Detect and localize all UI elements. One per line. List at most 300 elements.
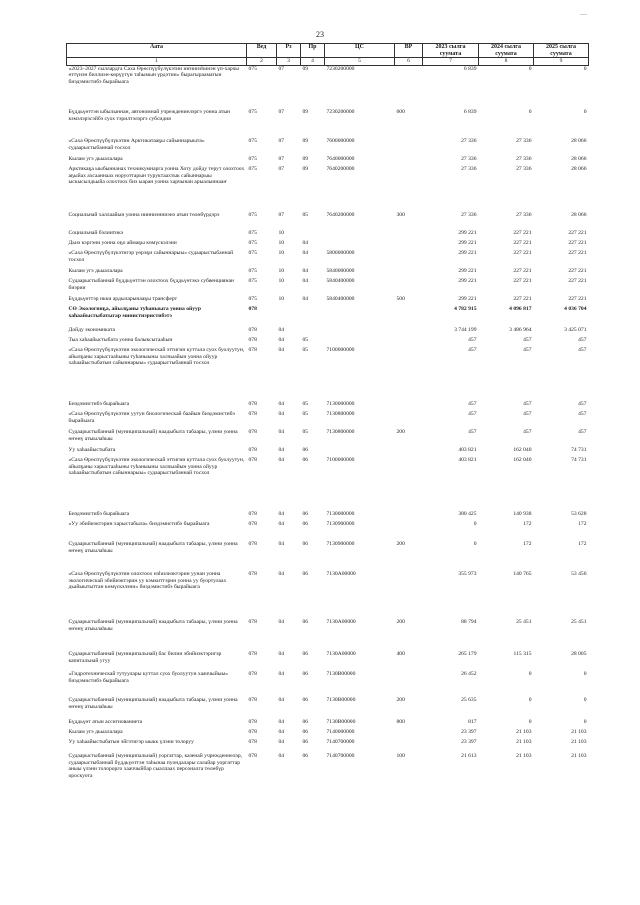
row-amount-2024: 457 [523, 337, 532, 344]
row-cs: 7130000000 [326, 511, 355, 518]
row-cs: 5840000000 [326, 268, 355, 275]
row-pr: 05 [302, 337, 309, 344]
row-amount-2025: 227 221 [568, 240, 587, 247]
row-cs [325, 337, 395, 347]
row-pr: 09 [302, 65, 309, 72]
row-amount-2024: 0 [528, 697, 532, 704]
row-vr [395, 65, 423, 109]
row-pr: 06 [302, 719, 309, 726]
row-amount-2023: 457 [468, 401, 477, 408]
table-row [67, 521, 589, 541]
row-rz: 10 [278, 296, 285, 303]
row-cs: 7130000000 [326, 401, 355, 408]
row-pr: 09 [302, 138, 309, 145]
row-vr [395, 327, 423, 337]
table-row [67, 753, 589, 797]
row-pr [301, 230, 325, 240]
row-rz: 04 [278, 541, 285, 548]
row-amount-2024: 457 [523, 429, 532, 436]
table-row [67, 166, 589, 212]
row-amount-2025: 0 [583, 65, 587, 72]
row-amount-2024: 4 096 817 [509, 306, 532, 313]
row-name: «Саха Өрөспүүбүлүкэтин уутун биологическай баайын биэдэмистибэ бырайыага [68, 411, 235, 424]
row-cs: 7130900000 [326, 541, 355, 548]
row-vr [395, 166, 423, 212]
table-row [67, 306, 589, 327]
row-name: Судаарыстыбаннай (муниципальнай) бас билии эбийиэктэригэр капитальнай угуу [68, 651, 222, 664]
row-name: Судаарыстыбаннай (муниципальнай) наадыбыта табаары, үлэни уонна өҥөнү атыылаһыы [68, 429, 238, 442]
row-name: Судаарыстыбаннай (муниципальнай) наадыбыта табаары, үлэни уонна өҥөнү атыылаһыы [68, 541, 238, 554]
table-row [67, 296, 589, 306]
table-row [67, 429, 589, 447]
table-row [67, 541, 589, 571]
row-amount-2024: 27 336 [516, 156, 532, 163]
row-amount-2024: 140 765 [513, 571, 532, 578]
row-amount-2024: 162 040 [513, 457, 532, 464]
row-pr: 04 [302, 296, 309, 303]
row-vr [395, 230, 423, 240]
table-row [67, 65, 589, 109]
row-amount-2025: 0 [583, 671, 587, 678]
row-ved: 078 [248, 671, 257, 678]
row-rz: 10 [278, 278, 285, 285]
row-vr: 100 [396, 753, 405, 760]
row-rz: 07 [278, 212, 285, 219]
row-rz: 04 [278, 729, 285, 736]
row-amount-2024: 457 [523, 411, 532, 418]
row-ved: 078 [248, 401, 257, 408]
row-amount-2025: 53 456 [571, 571, 587, 578]
row-rz: 10 [278, 230, 285, 237]
table-row [67, 212, 589, 230]
row-ved: 078 [248, 306, 257, 313]
row-cs: 7600000000 [326, 138, 355, 145]
row-amount-2024: 227 221 [513, 230, 532, 237]
row-name: «Саха Өрөспүүбүлүкэтигэр үөрэҕи сайыннарыы» судаарыстыбаннай тосхол [68, 250, 234, 263]
table-row [67, 230, 589, 240]
row-vr [395, 278, 423, 296]
row-vr [395, 401, 423, 411]
row-rz: 04 [278, 327, 285, 334]
column-number: 6 [395, 58, 423, 66]
row-vr [395, 250, 423, 268]
row-amount-2024: 21 103 [516, 753, 532, 760]
row-amount-2024: 172 [523, 541, 532, 548]
row-vr: 600 [396, 109, 405, 116]
header-ved: Вед [247, 44, 277, 58]
row-cs: 7640200000 [326, 166, 355, 173]
row-rz: 04 [278, 337, 285, 344]
row-rz: 04 [278, 619, 285, 626]
row-amount-2023: 0 [473, 541, 477, 548]
row-name: СӨ Экологияҕа, айылҕаны туһаныыга уонна ойуур хаһаайыстыбатыгар министиэристибэтэ [68, 306, 201, 319]
row-amount-2025: 28 066 [571, 212, 587, 219]
row-vr [395, 337, 423, 347]
row-name: Судаарыстыбаннай бүддьүөттэн олохтоох бүддьүөтэкэ субвенциянан биэрии [68, 278, 234, 291]
row-amount-2024: 25 451 [516, 619, 532, 626]
row-pr [301, 306, 325, 327]
row-rz [277, 306, 301, 327]
column-number: 5 [325, 58, 395, 66]
table-row [67, 511, 589, 521]
table-row [67, 278, 589, 296]
row-vr [395, 138, 423, 156]
row-name: Бүддьүөттэн ыбылыннан, автономнай учреждениелэргэ уонна атын кэмэлэрэсэйбэ суох тэрилтэлэргэ субсидия [68, 109, 231, 122]
row-pr: 05 [302, 347, 309, 354]
row-pr: 05 [302, 429, 309, 436]
row-pr: 06 [302, 729, 309, 736]
row-pr: 05 [302, 212, 309, 219]
row-amount-2023: 88 794 [461, 619, 477, 626]
row-amount-2025: 4 036 704 [564, 306, 587, 313]
row-amount-2024: 27 336 [516, 138, 532, 145]
row-name: Тыа хаһаайыстыбата уонна балыксытааһын [68, 337, 173, 344]
row-amount-2023: 380 425 [458, 511, 477, 518]
row-vr [395, 457, 423, 511]
row-amount-2025: 172 [578, 521, 587, 528]
row-amount-2024: 3 486 964 [509, 327, 532, 334]
row-amount-2025: 0 [583, 697, 587, 704]
row-name: Кылам угэ дьыалалара [68, 729, 123, 736]
row-amount-2023: 299 221 [458, 296, 477, 303]
row-name: Уу хаһаайыстыбатын эйгэтигэр ыыкк үлэни толоруу [68, 739, 194, 746]
header-vr: ВР [395, 44, 423, 58]
row-amount-2024: 227 221 [513, 250, 532, 257]
row-cs: 7640000000 [326, 156, 355, 163]
row-vr [395, 729, 423, 739]
row-vr [395, 511, 423, 521]
row-ved: 078 [248, 447, 257, 454]
row-cs: 7130800000 [326, 429, 355, 436]
row-amount-2023: 27 336 [461, 156, 477, 163]
row-cs: 7130B00000 [326, 697, 356, 704]
row-amount-2025: 457 [578, 337, 587, 344]
budget-table [66, 43, 589, 797]
row-rz: 04 [278, 697, 285, 704]
row-cs: 7130A00000 [326, 571, 356, 578]
row-amount-2024: 140 938 [513, 511, 532, 518]
row-amount-2023: 23 397 [461, 729, 477, 736]
row-amount-2025: 227 221 [568, 268, 587, 275]
row-ved: 078 [248, 411, 257, 418]
row-rz: 04 [278, 511, 285, 518]
row-cs: 7230200000 [326, 65, 355, 72]
row-pr: 06 [302, 651, 309, 658]
row-pr: 04 [302, 250, 309, 257]
row-vr: 200 [396, 429, 405, 436]
table-row [67, 268, 589, 278]
row-amount-2025: 74 731 [571, 457, 587, 464]
row-ved: 075 [248, 65, 257, 72]
row-vr: 200 [396, 541, 405, 548]
row-name: Судаарыстыбаннай (муниципальнай) наадыбыта табаары, үлэни уонна өҥөнү атыылаһыы [68, 697, 238, 710]
row-rz: 10 [278, 250, 285, 257]
row-cs [325, 230, 395, 240]
row-amount-2023: 23 397 [461, 739, 477, 746]
row-amount-2025: 28 005 [571, 651, 587, 658]
row-pr: 04 [302, 240, 309, 247]
row-pr: 06 [302, 521, 309, 528]
header-rz: Рз [277, 44, 301, 58]
row-amount-2023: 265 179 [458, 651, 477, 658]
table-row [67, 729, 589, 739]
row-ved: 078 [248, 457, 257, 464]
row-amount-2023: 0 [473, 521, 477, 528]
row-rz: 10 [278, 240, 285, 247]
row-cs: 7140700000 [326, 739, 355, 746]
table-row [67, 240, 589, 250]
row-amount-2023: 457 [468, 337, 477, 344]
row-cs: 7140700000 [326, 753, 355, 760]
row-name: Судаарыстыбаннай (муниципальнай) уоргаттар, казенай учреждениелэр, судаарыстыбаннай бүддьүөттэн таһынаа пуондалары салайар уоргаттар аныы үлэни толорорго хааччыйбар сыаллаах персоналга төлөбүр ороскуота [68, 753, 243, 780]
row-amount-2025: 21 103 [571, 753, 587, 760]
row-rz: 07 [278, 156, 285, 163]
row-ved: 075 [248, 278, 257, 285]
row-amount-2024: 227 221 [513, 240, 532, 247]
row-ved: 075 [248, 212, 257, 219]
row-name: Биэдэмистибэ бырайыага [68, 511, 130, 518]
row-name: Кылам угэ дьыалалара [68, 268, 123, 275]
table-row [67, 571, 589, 619]
row-vr [395, 268, 423, 278]
row-name: «Уу эбийиэктэрин харыстабыла» биэдэмистибэ бырайыага [68, 521, 210, 528]
table-row [67, 156, 589, 166]
row-rz: 04 [278, 671, 285, 678]
row-cs [325, 327, 395, 337]
row-vr: 800 [396, 719, 405, 726]
row-amount-2023: 355 973 [458, 571, 477, 578]
row-amount-2024: 115 315 [513, 651, 532, 658]
row-pr: 06 [302, 571, 309, 578]
row-cs: 7130A00000 [326, 651, 356, 658]
row-ved: 075 [248, 156, 257, 163]
row-name: Социальнай халлаайын уонна иинниэнниэнэ атын төлөбүрдэрэ [68, 212, 220, 219]
row-cs: 7100000000 [326, 457, 355, 464]
table-row [67, 697, 589, 719]
row-amount-2023: 299 221 [458, 250, 477, 257]
header-cs: ЦС [325, 44, 395, 58]
row-rz: 04 [278, 651, 285, 658]
column-number: 1 [67, 58, 247, 66]
row-rz: 07 [278, 109, 285, 116]
header-row [67, 44, 589, 58]
table-row [67, 401, 589, 411]
row-pr: 04 [302, 268, 309, 275]
row-cs: 5840400000 [326, 296, 355, 303]
table-row [67, 671, 589, 697]
row-name: Социальнай бэлиитикэ [68, 230, 124, 237]
row-cs: 7640200000 [326, 212, 355, 219]
table-row [67, 651, 589, 671]
row-amount-2024: 162 040 [513, 447, 532, 454]
row-ved: 078 [248, 719, 257, 726]
row-name: Биэдэмистибэ бырайыага [68, 401, 130, 408]
row-rz: 04 [278, 571, 285, 578]
row-pr: 09 [302, 166, 309, 173]
row-amount-2023: 299 221 [458, 230, 477, 237]
row-pr: 09 [302, 156, 309, 163]
row-rz: 10 [278, 268, 285, 275]
table-row [67, 337, 589, 347]
table-row [67, 138, 589, 156]
row-amount-2024: 0 [528, 671, 532, 678]
row-amount-2024: 227 221 [513, 296, 532, 303]
row-pr: 06 [302, 541, 309, 548]
row-ved: 075 [248, 268, 257, 275]
row-amount-2023: 299 221 [458, 240, 477, 247]
row-ved: 078 [248, 521, 257, 528]
row-amount-2024: 172 [523, 521, 532, 528]
row-amount-2023: 26 452 [461, 671, 477, 678]
row-name: «Саха Өрөспүүбүлүкэтин олохтоох нэһилиэктэрин уунан уонна экологическай эбийиэктэрин уу кэмкиттэрин уонна уу буортулаах дьайыытыттан көмүскэлэни» биэдэмистибэ бырайыага [68, 571, 227, 591]
row-ved: 078 [248, 739, 257, 746]
row-vr: 200 [396, 619, 405, 626]
row-cs: 7100000000 [326, 347, 355, 354]
row-amount-2023: 27 336 [461, 212, 477, 219]
row-pr: 05 [302, 411, 309, 418]
column-number: 2 [247, 58, 277, 66]
row-ved: 078 [248, 327, 257, 334]
row-ved: 078 [248, 753, 257, 760]
row-amount-2023: 3 744 199 [454, 327, 477, 334]
row-pr: 06 [302, 697, 309, 704]
row-amount-2025: 74 731 [571, 447, 587, 454]
row-ved: 078 [248, 541, 257, 548]
row-rz: 04 [278, 719, 285, 726]
row-pr: 06 [302, 753, 309, 760]
header-2024: 2024 сылга суумата [479, 44, 534, 58]
row-rz: 07 [278, 65, 285, 72]
row-cs: 7130900000 [326, 521, 355, 528]
column-number: 4 [301, 58, 325, 66]
row-ved: 078 [248, 697, 257, 704]
row-amount-2025: 0 [583, 719, 587, 726]
row-amount-2023: 299 221 [458, 278, 477, 285]
row-rz: 07 [278, 166, 285, 173]
header-name: Аата [67, 44, 247, 58]
row-rz: 07 [278, 138, 285, 145]
table-row [67, 739, 589, 753]
row-ved: 075 [248, 138, 257, 145]
row-name: Дьиэ кэргэни уонна оҕо аймаҕы көмүскэлэни [68, 240, 177, 247]
row-amount-2024: 227 221 [513, 278, 532, 285]
row-ved: 075 [248, 240, 257, 247]
row-cs [325, 240, 395, 250]
row-amount-2025: 457 [578, 411, 587, 418]
row-ved: 078 [248, 429, 257, 436]
row-name: Дойду экономиката [68, 327, 115, 334]
row-amount-2025: 21 103 [571, 729, 587, 736]
row-amount-2024: 0 [528, 719, 532, 726]
row-amount-2023: 27 336 [461, 166, 477, 173]
row-cs: 7230200000 [326, 109, 355, 116]
row-cs [325, 447, 395, 457]
row-amount-2025: 457 [578, 347, 587, 354]
table-row [67, 619, 589, 651]
row-rz: 04 [278, 347, 285, 354]
row-pr: 06 [302, 671, 309, 678]
row-cs [325, 306, 395, 327]
row-amount-2024: 27 336 [516, 166, 532, 173]
row-amount-2025: 28 066 [571, 166, 587, 173]
row-rz: 04 [278, 411, 285, 418]
table-row [67, 447, 589, 457]
column-number: 9 [534, 58, 589, 66]
row-cs: 7140000000 [326, 729, 355, 736]
row-vr [395, 739, 423, 753]
table-row [67, 457, 589, 511]
row-pr: 06 [302, 511, 309, 518]
row-amount-2023: 403 821 [458, 457, 477, 464]
row-ved: 078 [248, 571, 257, 578]
row-ved: 078 [248, 729, 257, 736]
row-amount-2023: 817 [468, 719, 477, 726]
row-amount-2024: 457 [523, 401, 532, 408]
row-amount-2023: 403 821 [458, 447, 477, 454]
table-row [67, 250, 589, 268]
row-amount-2023: 299 221 [458, 268, 477, 275]
row-vr [395, 447, 423, 457]
row-name: Бүддьүөттэр икки ардыларынааҕы трансферт [68, 296, 178, 303]
row-name: Арктикаҕа ыыбыннанах техникумнарга уонна Хоту дойду терут олохтоох аҕыйах ахсааннаах норуоттарын туруктаахтык сайыннарыы ыскысылдьыйа олохтоох биэ ыаран уонна харчынан арыалыннааҥ [68, 166, 245, 186]
row-amount-2025: 227 221 [568, 250, 587, 257]
row-name: «Саха Өрөспүүбүлүкэтин Арктикатааҕы сайыннарыыта» судаарыстыбаннай тосхол [68, 138, 205, 151]
row-ved: 075 [248, 166, 257, 173]
row-ved: 075 [248, 109, 257, 116]
row-amount-2025: 53 628 [571, 511, 587, 518]
row-ved: 078 [248, 619, 257, 626]
row-amount-2025: 457 [578, 429, 587, 436]
row-amount-2023: 4 782 915 [454, 306, 477, 313]
row-amount-2023: 21 613 [461, 753, 477, 760]
table-row [67, 109, 589, 138]
column-number: 8 [479, 58, 534, 66]
row-amount-2025: 28 066 [571, 156, 587, 163]
row-amount-2024: 27 336 [516, 212, 532, 219]
row-vr: 400 [396, 651, 405, 658]
row-cs: 7130B00000 [326, 671, 356, 678]
row-ved: 075 [248, 230, 257, 237]
row-ved: 075 [248, 296, 257, 303]
column-number-row [67, 58, 589, 66]
row-cs: 5800000000 [326, 250, 355, 257]
row-vr [395, 156, 423, 166]
row-amount-2024: 21 103 [516, 729, 532, 736]
row-amount-2023: 6 839 [463, 109, 477, 116]
row-name: Уу хаһаайыстыбата [68, 447, 116, 454]
page-number: 23 [316, 30, 324, 39]
row-cs: 7130A00000 [326, 619, 356, 626]
row-cs: 7130800000 [326, 411, 355, 418]
row-amount-2025: 227 221 [568, 296, 587, 303]
row-ved: 078 [248, 651, 257, 658]
row-rz: 04 [278, 429, 285, 436]
row-pr [301, 327, 325, 337]
row-vr [395, 521, 423, 541]
row-amount-2025: 3 425 071 [564, 327, 587, 334]
row-amount-2025: 28 066 [571, 138, 587, 145]
row-amount-2025: 227 221 [568, 278, 587, 285]
row-rz: 04 [278, 753, 285, 760]
row-amount-2023: 25 635 [461, 697, 477, 704]
row-ved: 078 [248, 337, 257, 344]
row-amount-2024: 0 [528, 65, 532, 72]
row-amount-2025: 172 [578, 541, 587, 548]
row-name: «Гидротехническай тутуулары куттал суох буолуутун хааччыйыы» биэдэмистибэ бырайыага [68, 671, 229, 684]
row-amount-2023: 27 336 [461, 138, 477, 145]
table-row [67, 719, 589, 729]
row-name: «Саха Өрөспүүбүлүкэтин экологическай эттигин куттала суох буолуутун, айылҕаны харыстааһыны туһаныыны халчыайын уонна ойуур хаһаайыстыбатын сайыннарыы» судаарыстыбаннай тосхол [68, 347, 245, 367]
